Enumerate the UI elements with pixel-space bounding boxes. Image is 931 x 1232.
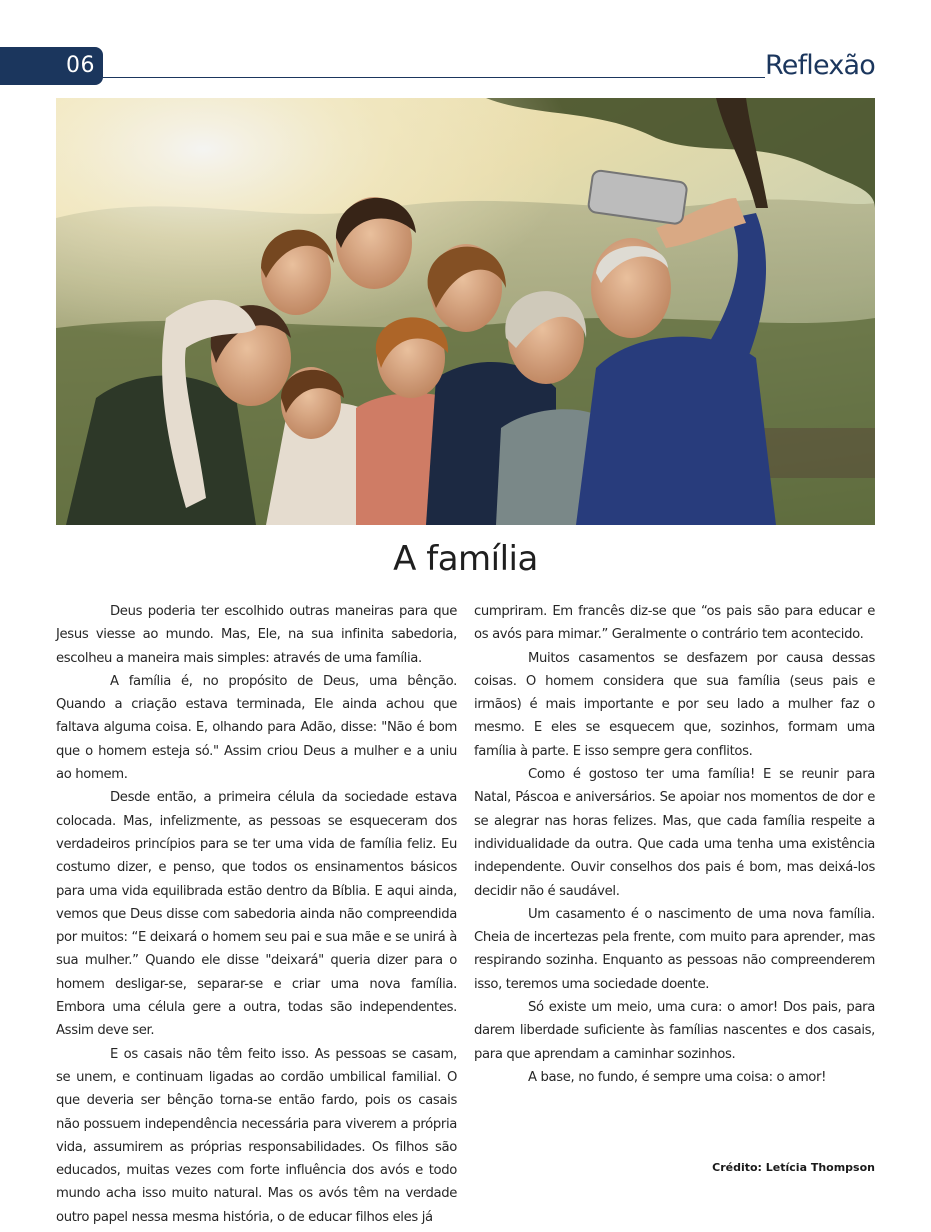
paragraph: Só existe um meio, uma cura: o amor! Dos pais, para darem liberdade suficiente às famílias nascentes e dos casais, para que aprendam a caminhar sozinhos. [474,1000,875,1062]
paragraph: Um casamento é o nascimento de uma nova família. Cheia de incertezas pela frente, com muito para aprender, mas respirando sozinha. Enquanto as pessoas não compreenderem isso, teremos uma sociedade doente. [474,906,875,992]
article-column-left [56,600,457,1229]
paragraph: E os casais não têm feito isso. As pessoas se casam, se unem, e continuam ligadas ao cordão umbilical familial. O que deveria ser bênção torna-se então fardo, pois os casais não possuem independência necessária para viverem a própria vida, assumirem as próprias responsabilidades. Os filhos são educados, muitas vezes com forte influência dos avós e todo mundo acha isso muito natural. Mas os avós têm na verdade outro papel nessa mesma história, o de educar filhos eles já [56,1046,457,1225]
article-column-right [474,600,875,1089]
paragraph-continuation: cumpriram. Em francês diz-se que “os pais são para educar e os avós para mimar.” Geralmente o contrário tem acontecido. [474,604,875,643]
paragraph: A família é, no propósito de Deus, uma bênção. Quando a criação estava terminada, Ele ainda achou que faltava alguma coisa. E, olhando para Adão, disse: "Não é bom que o homem esteja só." Assim criou Deus a mulher e a uniu ao homem. [56,673,457,783]
article-credit: Crédito: Letícia Thompson [712,1161,875,1174]
paragraph: A base, no fundo, é sempre uma coisa: o amor! [528,1069,827,1085]
paragraph: Muitos casamentos se desfazem por causa dessas coisas. O homem considera que sua família (seus pais e irmãos) é mais importante e por seu lado a mulher faz o mesmo. E eles se esquecem que, sozinhos, formam uma família à parte. E isso sempre gera conflitos. [474,650,875,759]
paragraph: Desde então, a primeira célula da sociedade estava colocada. Mas, infelizmente, as pessoas se esqueceram dos verdadeiros princípios para se ter uma vida de família feliz. Eu costumo dizer, e penso, que todos os ensinamentos básicos para uma vida equilibrada estão dentro da Bíblia. E aqui ainda, vemos que Deus disse com sabedoria ainda não compreendida por muitos: “E deixará o homem seu pai e sua mãe e se unirá à sua mulher.” Quando ele disse "deixará" queria dizer para o homem desligar-se, separar-se e criar uma nova família. Embora uma célula gere a outra, todas são independentes. Assim deve ser. [56,790,457,1039]
paragraph: Deus poderia ter escolhido outras maneiras para que Jesus viesse ao mundo. Mas, Ele, na sua infinita sabedoria, escolheu a maneira mais simples: através de uma família. [56,604,457,666]
header-divider [103,77,765,78]
paragraph: Como é gostoso ter uma família! E se reunir para Natal, Páscoa e aniversários. Se apoiar nos momentos de dor e se alegrar nas horas felizes. Mas, que cada família respeite a individualidade da outra. Que cada uma tenha uma existência independente. Ouvir conselhos dos pais é bom, mas deixá-los decidir não é saudável. [474,767,875,899]
article-title: A família [393,539,538,579]
page-number: 06 [66,53,95,78]
family-selfie-photo [56,98,875,525]
hero-image [56,98,875,525]
section-title: Reflexão [765,50,875,81]
